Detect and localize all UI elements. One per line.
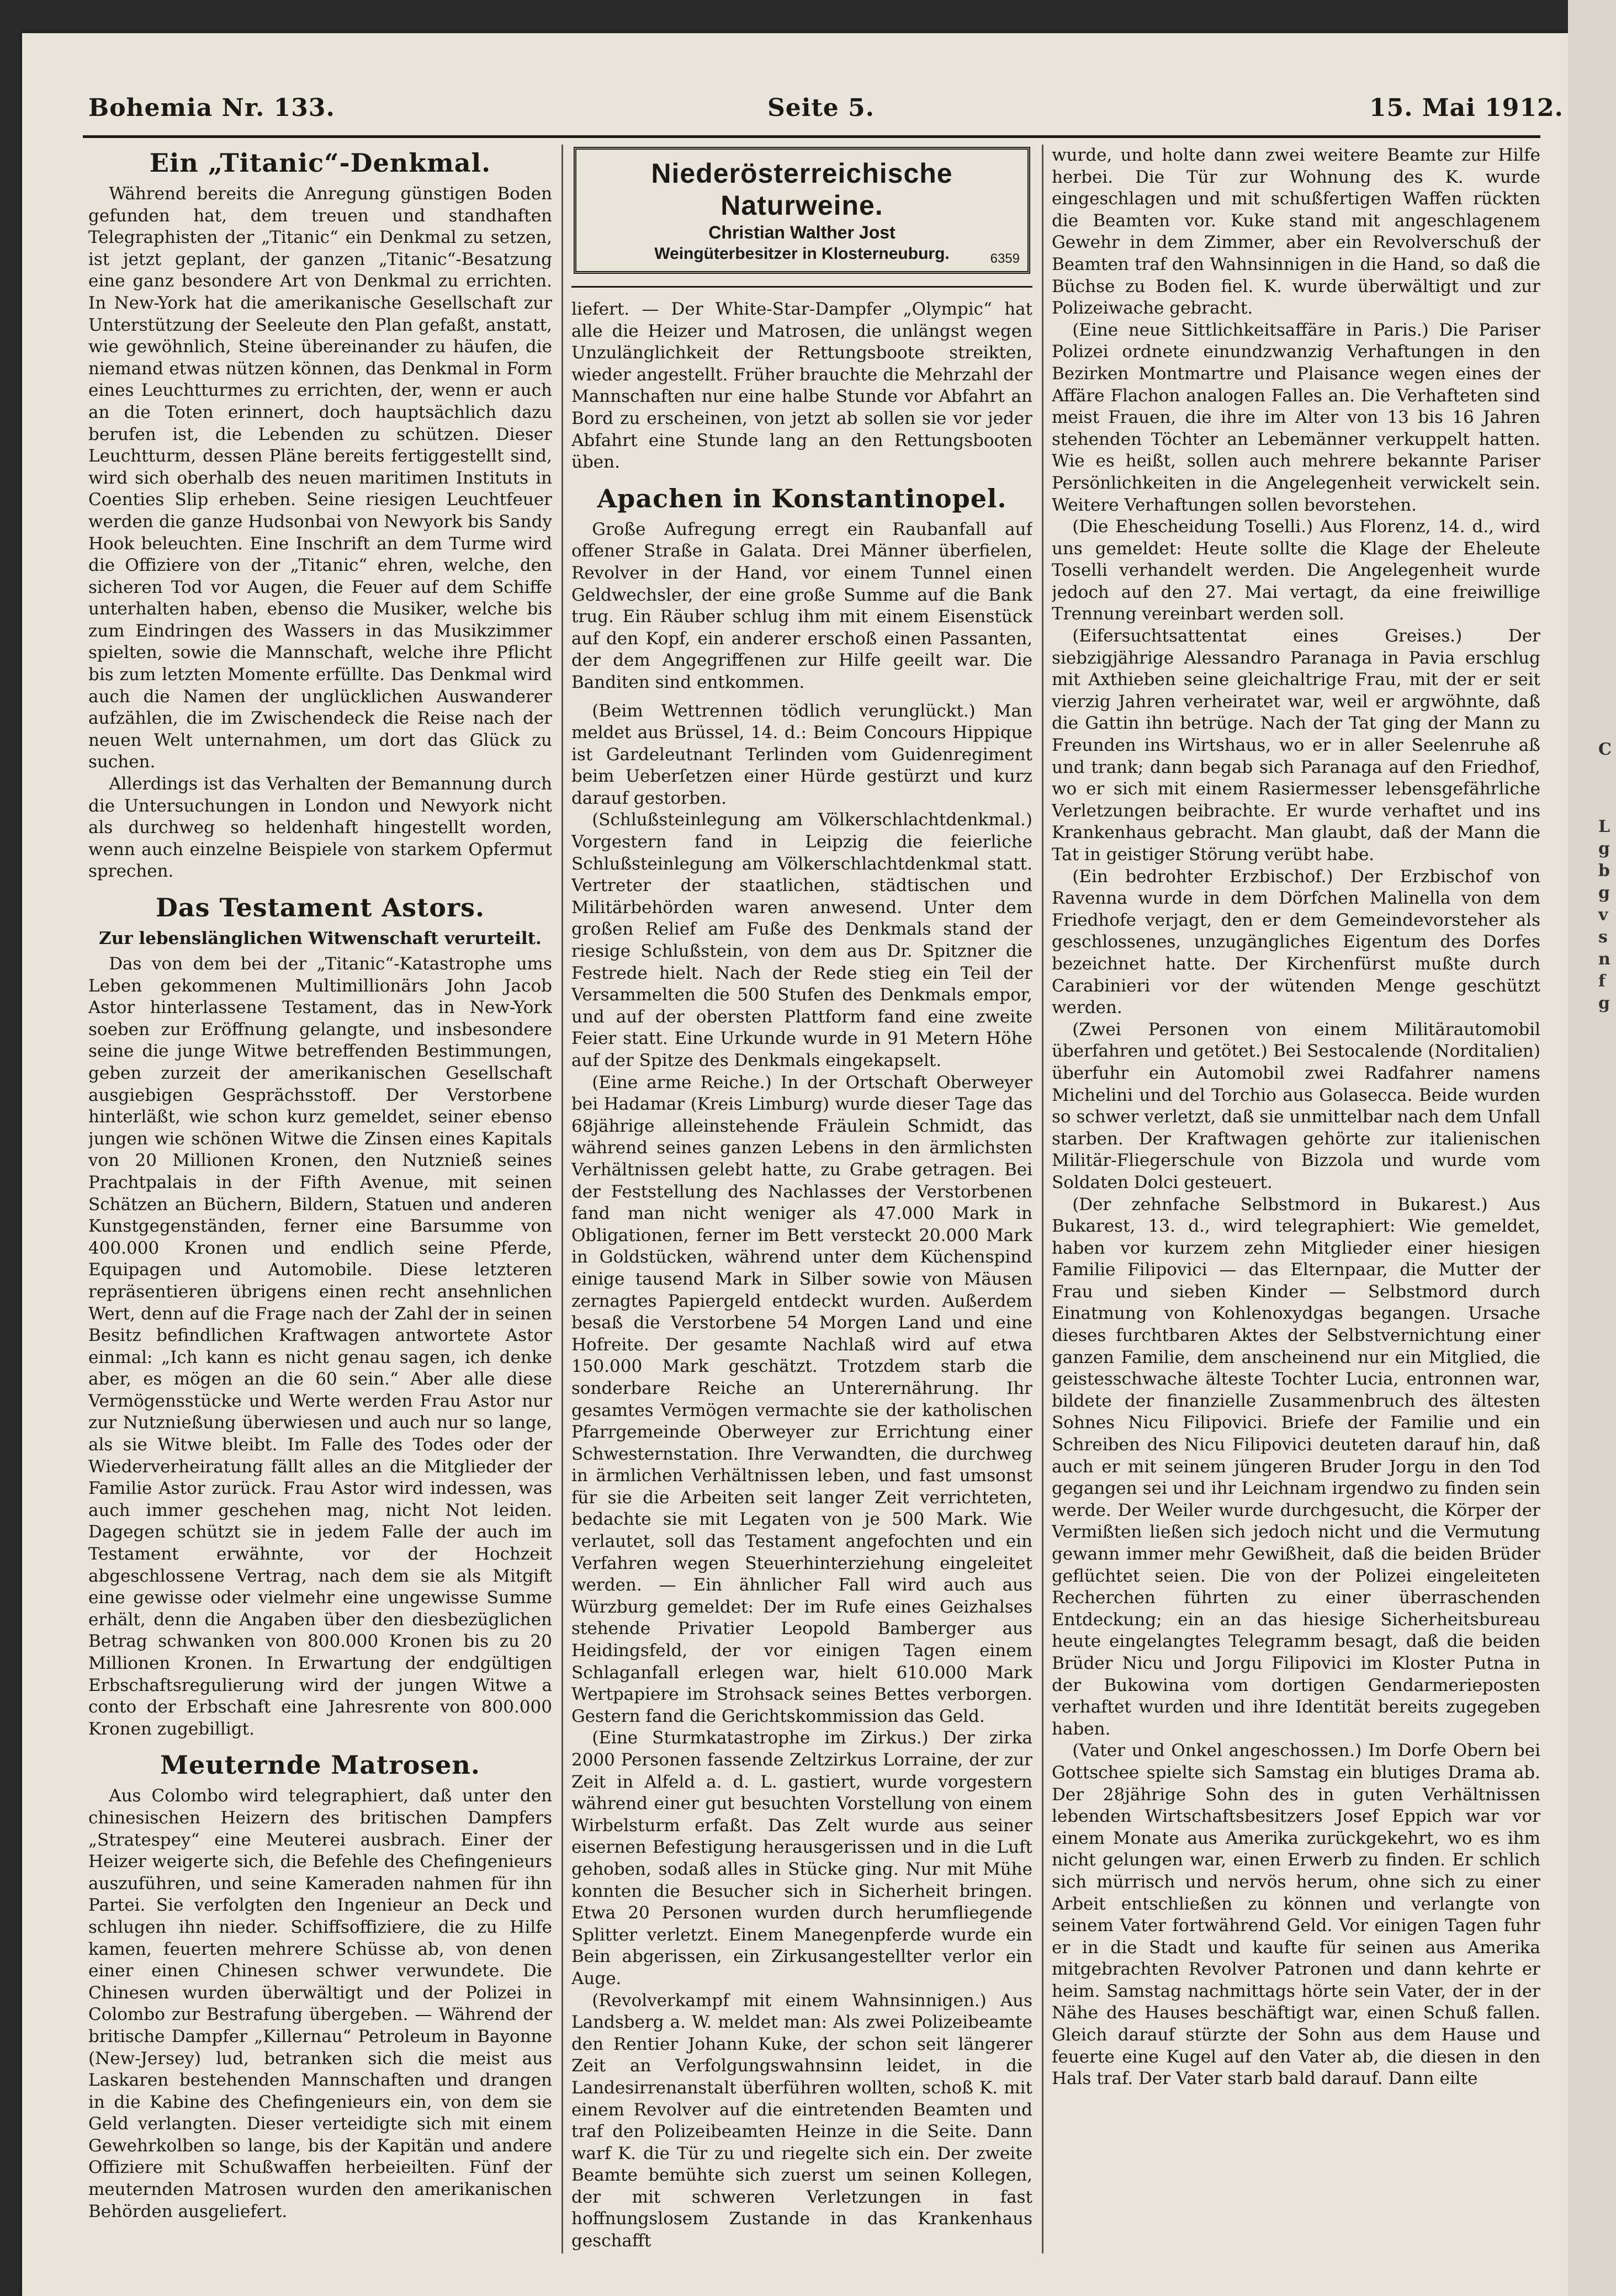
news-item: (Zwei Personen von einem Militärautomobil überfahren und getötet.) Bei Sestocalende (Norditalien) überfuhr ein Automobil zwei Radfahrer namens Michelini und del Torchio aus Golasecca. Beide wurden so schwer verletzt, daß sie unmittelbar nach dem Unfall starben. Der Kraftwagen gehörte zur italienischen Militär-Fliegerschule von Bizzola und wurde vom Soldaten Dolci gesteuert. <box>1052 1019 1540 1192</box>
news-item: (Revolverkampf mit einem Wahnsinnigen.) Aus Landsberg a. W. meldet man: Als zwei Polizeibeamte den Rentier Johann Kuke, der schon seit längerer Zeit an Verfolgungswahnsinn leidet, in die Landesirrenanstalt überführen wollten, schoß K. mit einem Revolver auf die eintretenden Beamten und traf den Polizeibeamten Heinze in die Seite. Dann warf K. die Tür zu und riegelte sich ein. Der zweite Beamte bemühte sich zuerst um seinen Kollegen, der mit schweren Verletzungen in fast hoffnungslosem Zustande in das Krankenhaus geschafft <box>571 1990 1032 2251</box>
article-title-titanic: Ein „Titanic“-Denkmal. <box>149 148 491 178</box>
news-item: (Schlußsteinlegung am Völkerschlachtdenkmal.) Vorgestern fand in Leipzig die feierliche Schlußsteinlegung am Völkerschlachtdenkmal statt. Vertreter der staatlichen, städtischen und Militärbehörden waren anwesend. Unter dem großen Relief am Fuße des Denkmals stand der riesige Schlußstein, von dem aus Dr. Spitzner die Festrede hielt. Nach der Rede stieg ein Teil der Versammelten die 500 Stufen des Denkmals empor, und auf der obersten Plattform fand eine zweite Feier statt. Eine Urkunde wurde in 91 Metern Höhe auf der Spitze des Denkmals eingekapselt. <box>571 810 1032 1070</box>
article-paragraph: Allerdings ist das Verhalten der Bemannung durch die Untersuchungen in London und Newyork nicht als durchweg so heldenhaft hingestellt worden, wenn auch einzelne Beispiele von starkem Opfermut sprechen. <box>88 774 552 882</box>
news-item: (Eine Sturmkatastrophe im Zirkus.) Der zirka 2000 Personen fassende Zeltzirkus Lorraine, der zur Zeit in Alfeld a. d. L. gastiert, wurde vorgestern während einer gut besuchten Vorstellung von einem Wirbelsturm erfaßt. Das Zelt wurde aus seiner eisernen Befestigung herausgerissen und in die Luft gehoben, sodaß alles in Stücke ging. Nur mit Mühe konnten die Besucher sich in Sicherheit bringen. Etwa 20 Personen wurden durch herumfliegende Splitter verletzt. Einem Manegenpferde wurde ein Bein abgerissen, ein Zirkusangestellter verlor ein Auge. <box>571 1728 1032 1989</box>
edge-letter: C <box>1598 740 1612 759</box>
ad-divider <box>571 286 1032 288</box>
article-paragraph: liefert. — Der White-Star-Dampfer „Olympic“ hat alle die Heizer und Matrosen, die unlängst wegen Unzulänglichkeit der Rettungsboote streikten, wieder angestellt. Früher brauchte die Mehrzahl der Mannschaften nur eine halbe Stunde vor Abfahrt an Bord zu erscheinen, von jetzt ab sollen sie vor jeder Abfahrt eine Stunde lang an den Rettungsbooten üben. <box>571 299 1032 473</box>
column-divider <box>1042 145 1043 2253</box>
edge-letter: g <box>1598 839 1610 858</box>
news-item: (Beim Wettrennen tödlich verunglückt.) Man meldet aus Brüssel, 14. d.: Beim Concours Hippique ist Gardeleutnant Terlinden vom Guidenregiment beim Ueberſetzen einer Hürde gestürzt und kurz darauf gestorben. <box>571 701 1032 808</box>
column-1 <box>88 145 552 2253</box>
column-2 <box>571 145 1032 2253</box>
ad-code: 6359 <box>990 251 1020 266</box>
ad-title: Niederösterreichische Naturweine. <box>651 158 953 221</box>
column-3 <box>1052 145 1540 2253</box>
header-page-number: Seite 5. <box>767 94 875 122</box>
edge-letter: v <box>1598 905 1608 925</box>
edge-letter: g <box>1598 883 1610 903</box>
news-item: (Der zehnfache Selbstmord in Bukarest.) Aus Bukarest, 13. d., wird telegraphiert: Wie gemeldet, haben vor kurzem zehn Mitglieder einer hiesigen Familie Filipovici — das Elternpaar, die Mutter der Frau und sieben Kinder — Selbstmord durch Einatmung von Kohlenoxydgas begangen. Ursache dieses furchtbaren Aktes der Selbstvernichtung einer ganzen Familie, dem anscheinend nur ein Mitglied, die geistesschwache älteste Tochter Lucia, entronnen war, bildete der finanzielle Zusammenbruch des ältesten Sohnes Nicu Filipovici. Briefe der Familie und ein Schreiben des Nicu Filipovici deuteten darauf hin, daß auch er mit seinem jüngeren Bruder Jorgu in den Tod gegangen sei und ihr Leichnam irgendwo zu finden sein werde. Der Weiler wurde durchgesucht, die Körper der Vermißten ließen sich jedoch nicht und die Vermutung gewann immer mehr Gewißheit, daß die beiden Brüder geflüchtet seien. Die von der Polizei eingeleiteten Recherchen führten zu einer überraschenden Entdeckung; ein an das hiesige Sicherheitsbureau heute eingelangtes Telegramm besagt, daß die beiden Brüder Nicu und Jorgu Filipovici im Kloster Putna in der Bukowina vom dortigen Gendarmerieposten verhaftet wurden und ihre Identität bereits zugegeben haben. <box>1052 1194 1540 1739</box>
edge-letter: s <box>1598 927 1608 947</box>
news-item: (Die Ehescheidung Toselli.) Aus Florenz, 14. d., wird uns gemeldet: Heute sollte die Klage der Eheleute Toselli verhandelt werden. Die Angelegenheit wurde jedoch auf den 27. Mai vertagt, da eine freiwillige Trennung vereinbart werden soll. <box>1052 517 1540 624</box>
edge-letter: b <box>1598 861 1610 881</box>
article-paragraph: Während bereits die Anregung günstigen Boden gefunden hat, dem treuen und standhaften Telegraphisten der „Titanic“ ein Denkmal zu setzen, ist jetzt geplant, der ganzen „Titanic“-Besatzung eine ganz besondere Art von Denkmal zu errichten. In New-York hat die amerikanische Gesellschaft zur Unterstützung der Seeleute den Plan gefaßt, anstatt, wie gewöhnlich, Steine übereinander zu häufen, die niemand etwas nützen können, das Denkmal in Form eines Leuchtturmes zu errichten, der, wenn er auch an die Toten erinnert, doch hauptsächlich dazu berufen ist, die Lebenden zu schützen. Dieser Leuchtturm, dessen Pläne bereits fertiggestellt sind, wird sich oberhalb des neuen maritimen Instituts in Coenties Slip erheben. Seine riesigen Leuchtfeuer werden die ganze Hudsonbai von Newyork bis Sandy Hook beleuchten. Eine Inschrift an dem Turme wird die Offiziere von der „Titanic“ ehren, welche, den sicheren Tod vor Augen, die Feuer auf dem Schiffe unterhalten haben, ebenso die Musiker, welche bis zum Eindringen des Wassers in das Musikzimmer spielten, sowie die Mannschaft, welche ihre Pflicht bis zum letzten Momente erfüllte. Das Denkmal wird auch die Namen der unglücklichen Auswanderer aufzählen, die im Zwischendeck die Reise nach der neuen Welt unternahmen, um dort das Glück zu suchen. <box>88 184 552 772</box>
article-paragraph: Aus Colombo wird telegraphiert, daß unter den chinesischen Heizern des britischen Dampfers „Stratespey“ eine Meuterei ausbrach. Einer der Heizer weigerte sich, die Befehle des Chefingenieurs auszuführen, und seine Kameraden nahmen für ihn Partei. Sie verfolgten den Ingenieur an Deck und schlugen ihn nieder. Schiffsoffiziere, die zu Hilfe kamen, feuerten mehrere Schüsse ab, von denen einer einen Chinesen schwer verwundete. Die Chinesen wurden überwältigt und der Polizei in Colombo zur Bestrafung übergeben. — Während der britische Dampfer „Killernau“ Petroleum in Bayonne (New-Jersey) lud, betranken sich die meist aus Laskaren bestehenden Mannschaften und drangen in die Kabine des Chefingenieurs ein, von dem sie Geld verlangten. Dieser verteidigte sich mit einem Gewehrkolben so lange, bis der Kapitän und andere Offiziere mit Schußwaffen herbeieilten. Fünf der meuternden Matrosen wurden den amerikanischen Behörden ausgeliefert. <box>88 1786 552 2221</box>
news-item: (Eine neue Sittlichkeitsaffäre in Paris.) Die Pariser Polizei ordnete einundzwanzig Verhaftungen in den Bezirken Montmartre und Plaisance wegen eines der Affäre Flachon analogen Falles an. Die Verhafteten sind meist Frauen, die ihre im Alter von 13 bis 16 Jahren stehenden Töchter an Lebemänner verkuppelt hatten. Wie es heißt, sollen auch mehrere bekannte Pariser Persönlichkeiten in die Angelegenheit verwickelt sein. Weitere Verhaftungen sollen bevorstehen. <box>1052 320 1540 515</box>
article-title-apachen: Apachen in Konstantinopel. <box>597 483 1007 513</box>
ad-description: Weingüterbesitzer in Klosterneuburg. <box>654 245 950 263</box>
adjacent-page-edge <box>1568 0 1616 2296</box>
edge-letter: g <box>1598 994 1610 1013</box>
article-paragraph: Das von dem bei der „Titanic“-Katastrophe ums Leben gekommenen Multimillionärs John Jacob Astor hinterlassene Testament, das in New-York soeben zur Eröffnung gelangte, und insbesondere seine die junge Witwe betreffenden Bestimmungen, geben zurzeit der amerikanischen Gesellschaft ausgiebigen Gesprächsstoff. Der Verstorbene hinterläßt, wie schon kurz gemeldet, seiner ebenso jungen wie schönen Witwe die Zinsen eines Kapitals von 20 Millionen Kronen, den Nutznieß seines Prachtpalais in der Fifth Avenue, mit seinen Schätzen an Büchern, Bildern, Statuen und anderen Kunstgegenständen, ferner eine Barsumme von 400.000 Kronen und endlich seine Pferde, Equipagen und Automobile. Diese letzteren repräsentieren übrigens einen recht ansehnlichen Wert, denn auf die Frage nach der Zahl der in seinen Besitz befindlichen Kraftwagen antwortete Astor einmal: „Ich kann es nicht genau sagen, ich denke aber, es mögen an die 60 sein.“ Aber alle diese Vermögensstücke und Werte werden Frau Astor nur zur Nutznießung überwiesen und auch nur so lange, als sie Witwe bleibt. Im Falle des Todes oder der Wiederverheiratung fällt alles an die Mitglieder der Familie Astor zurück. Frau Astor wird indessen, was auch immer geschehen mag, nicht Not leiden. Dagegen schützt sie in jedem Falle der auch im Testament erwähnte, vor der Hochzeit abgeschlossene Vertrag, nach dem sie als Mitgift eine gewisse oder vielmehr eine ungewisse Summe erhält, denn die Angaben über den diesbezüglichen Betrag schwanken von 800.000 Kronen bis zu 20 Millionen Kronen. In Erwartung der endgültigen Erbschaftsregulierung wird der jungen Witwe a conto der Erbschaft eine Jahresrente von 800.000 Kronen zugebilligt. <box>88 954 552 1739</box>
advertisement-box <box>574 147 1030 274</box>
article-title-astor: Das Testament Astors. <box>155 893 485 922</box>
ad-name: Christian Walther Jost <box>708 222 896 242</box>
article-paragraph: Große Aufregung erregt ein Raubanfall auf offener Straße in Galata. Drei Männer überfielen, Revolver in der Hand, vor einem Tunnel einen Geldwechsler, der eine große Summe auf die Bank trug. Ein Räuber schlug ihm mit einem Eisenstück auf den Kopf, ein anderer erschoß einen Passanten, der dem Angegriffenen zur Hilfe geeilt war. Die Banditen sind entkommen. <box>571 519 1032 692</box>
news-item: (Ein bedrohter Erzbischof.) Der Erzbischof von Ravenna wurde in dem Dörfchen Malinella von dem Friedhofe verjagt, den er dem Gemeindevorsteher als geschlossenes, unzugängliches Eigentum des Dorfes bezeichnet hatte. Der Kirchenfürst mußte durch Carabinieri vor der wütenden Menge geschützt werden. <box>1052 866 1540 1018</box>
article-title-matrosen: Meuternde Matrosen. <box>160 1750 480 1780</box>
news-item: (Eifersuchtsattentat eines Greises.) Der siebzigjährige Alessandro Paranaga in Pavia erschlug mit Axthieben seine gleichaltrige Frau, mit der er seit vierzig Jahren verheiratet war, weil er argwöhnte, daß die Gattin ihn betrüge. Nach der Tat ging der Mann zu Freunden ins Wirtshaus, wo er in aller Seelenruhe aß und trank; dann begab sich Paranaga auf den Friedhof, wo er sich mit einem Rasiermesser lebensgefährliche Verletzungen beibrachte. Er wurde verhaftet und ins Krankenhaus gebracht. Man glaubt, daß der Mann die Tat in geistiger Störung verübt habe. <box>1052 626 1540 865</box>
header-publication: Bohemia Nr. 133. <box>88 94 335 122</box>
edge-letter: n <box>1598 950 1610 969</box>
news-item: wurde, und holte dann zwei weitere Beamte zur Hilfe herbei. Die Tür zur Wohnung des K. wurde eingeschlagen und mit schußfertigen Waffen rückten die Beamten vor. Kuke stand mit angeschlagenem Gewehr in dem Zimmer, aber ein Revolverschuß der Beamten traf den Wahnsinnigen in die Hand, so daß die Büchse zu Boden fiel. K. wurde überwältigt und zur Polizeiwache gebracht. <box>1052 145 1540 319</box>
header-date: 15. Mai 1912. <box>1369 94 1564 122</box>
edge-letter: f <box>1598 972 1606 991</box>
edge-letter: L <box>1598 817 1610 836</box>
column-divider <box>561 145 563 2253</box>
news-item: (Vater und Onkel angeschossen.) Im Dorfe Obern bei Gottschee spielte sich Samstag ein blutiges Drama ab. Der 28jährige Sohn des in guten Verhältnissen lebenden Wirtschaftsbesitzers Josef Eppich war vor einem Monate aus Amerika zurückgekehrt, wo es ihm nicht gelungen war, einen Erwerb zu finden. Er schlich sich mürrisch und nervös herum, ohne sich zu einer Arbeit entschließen zu können und verlangte von seinem Vater fortwährend Geld. Vor einigen Tagen fuhr er in die Stadt und kaufte für seinen aus Amerika mitgebrachten Revolver Patronen und dann kehrte er heim. Samstag nachmittags hörte sein Vater, der in der Nähe des Hauses beschäftigt war, einen Schuß fallen. Gleich darauf stürzte der Sohn aus dem Hause und feuerte eine Kugel auf den Vater ab, die diesen in den Hals traf. Der Vater starb bald darauf. Dann eilte <box>1052 1741 1540 2089</box>
news-item: (Eine arme Reiche.) In der Ortschaft Oberweyer bei Hadamar (Kreis Limburg) wurde dieser Tage das 68jährige alleinstehende Fräulein Schmidt, das während seines ganzen Lebens in den ärmlichsten Verhältnissen gelebt hatte, zu Grabe getragen. Bei der Feststellung des Nachlasses der Verstorbenen fand man nicht weniger als 47.000 Mark in Obligationen, ferner im Bett versteckt 20.000 Mark in Goldstücken, während unter dem Küchenspind einige tausend Mark in Silber sowie von Mäusen zernagtes Papiergeld entdeckt wurden. Außerdem besaß die Verstorbene 54 Morgen Land und eine Hofreite. Der gesamte Nachlaß wird auf etwa 150.000 Mark geschätzt. Trotzdem starb die sonderbare Reiche an Unterernährung. Ihr gesamtes Vermögen vermachte sie der katholischen Pfarrgemeinde Oberweyer zur Errichtung einer Schwesternstation. Ihre Verwandten, die durchweg in ärmlichen Verhältnissen leben, und fast umsonst für sie die Arbeiten seit langer Zeit verrichteten, bedachte sie mit Legaten von je 500 Mark. Wie verlautet, soll das Testament angefochten und ein Verfahren wegen Steuerhinterziehung eingeleitet werden. — Ein ähnlicher Fall wird auch aus Würzburg gemeldet: Der im Rufe eines Geizhalses stehende Privatier Leopold Bamberger aus Heidingsfeld, der vor einigen Tagen einem Schlaganfall erlegen war, hielt 610.000 Mark Wertpapiere im Strohsack seines Bettes verborgen. Gestern fand die Gerichtskommission das Geld. <box>571 1072 1032 1726</box>
article-subtitle-astor: Zur lebenslänglichen Witwenschaft verurteilt. <box>99 929 542 948</box>
header-rule <box>83 135 1540 138</box>
